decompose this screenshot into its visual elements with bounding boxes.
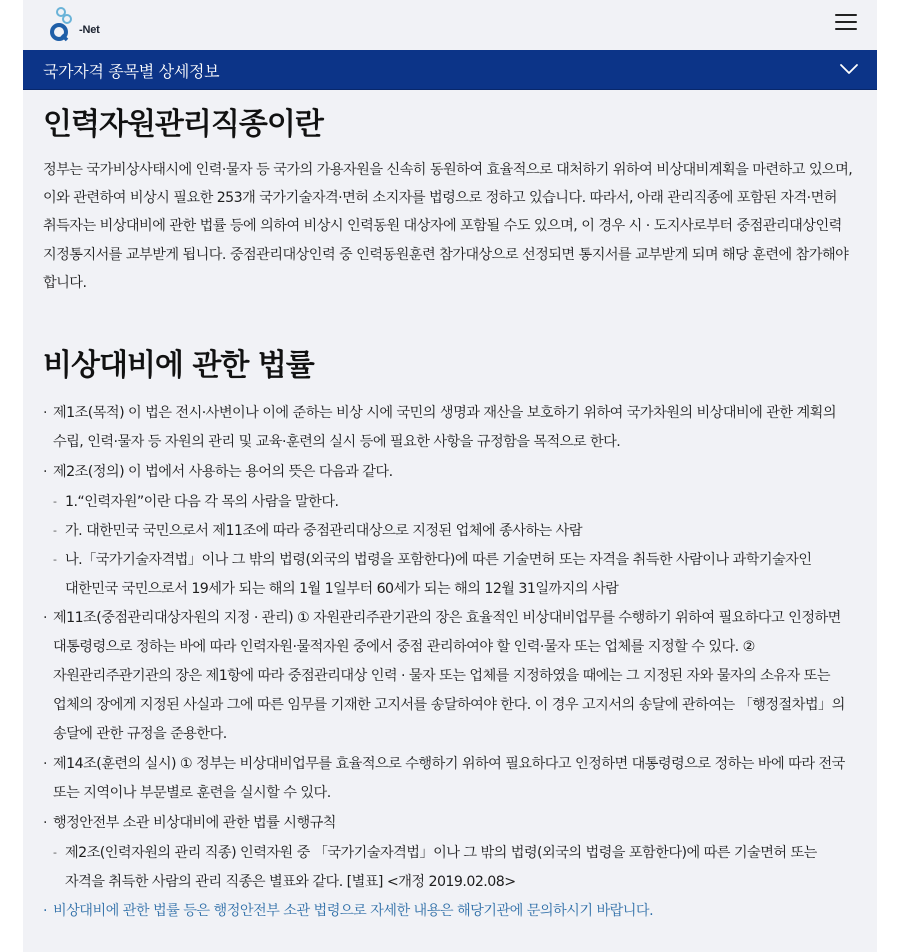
law-item-article1: · 제1조(목적) 이 법은 전시·사변이나 이에 준하는 비상 시에 국민의 생명과 재산을 보호하기 위하여 국가차원의 비상대비에 관한 계획의 수립, 인력·물자 등 자원의 관리 및 교육·훈련의 실시 등에 필요한 사항을 규정함을 목적으로 한다. bbox=[43, 399, 857, 457]
page-container bbox=[23, 0, 877, 952]
law-item-enforcement-rule: · 행정안전부 소관 비상대비에 관한 법률 시행규칙 bbox=[43, 809, 857, 838]
law-item-article14: · 제14조(훈련의 실시) ① 정부는 비상대비업무를 효율적으로 수행하기 위하여 필요하다고 인정하면 대통령령으로 정하는 바에 따라 전국 또는 지역이나 부문별로 훈련을 실시할 수 있다. bbox=[43, 750, 857, 808]
hamburger-menu-icon[interactable] bbox=[835, 14, 857, 32]
section-title-manpower: 인력자원관리직종이란 bbox=[43, 107, 323, 142]
law-list bbox=[43, 399, 857, 926]
law-subitem-na: - 나.「국가기술자격법」이나 그 밖의 법령(외국의 법령을 포함한다)에 따른 기술면허 또는 자격을 취득한 사람이나 과학기술자인 대한민국 국민으로서 19세가 되는 해의 1월 1일부터 60세가 되는 해의 12월 31일까지의 사람 bbox=[43, 546, 857, 604]
navbar-title: 국가자격 종목별 상세정보 bbox=[43, 62, 220, 81]
intro-paragraph: 정부는 국가비상사태시에 인력·물자 등 국가의 가용자원을 신속히 동원하여 효율적으로 대처하기 위하여 비상대비계획을 마련하고 있으며, 이와 관련하여 비상시 필요한 253개 국가기술자격·면허 소지자를 법령으로 정하고 있습니다. 따라서, 아래 관리직종에 포함된 자격·면허 취득자는 비상대비에 관한 법률 등에 의하여 비상시 인력동원 대상자에 포함될 수도 있으며, 이 경우 시 · 도지사로부터 중점관리대상인력 지정통지서를 교부받게 됩니다. 중점관리대상인력 중 인력동원훈련 참가대상으로 선정되면 통지서를 교부받게 되며 해당 훈련에 참가해야 합니다. bbox=[43, 162, 853, 291]
law-subitem-ga: - 가. 대한민국 국민으로서 제11조에 따라 중점관리대상으로 지정된 업체에 종사하는 사람 bbox=[43, 517, 857, 546]
law-item-article2: · 제2조(정의) 이 법에서 사용하는 용어의 뜻은 다음과 같다. bbox=[43, 458, 857, 487]
top-header bbox=[23, 0, 877, 50]
law-subitem-definition1: - 1.“인력자원”이란 다음 각 목의 사람을 말한다. bbox=[43, 488, 857, 517]
main-content bbox=[23, 90, 877, 926]
chevron-down-icon[interactable] bbox=[839, 62, 859, 76]
law-subitem-rule-article2: - 제2조(인력자원의 관리 직종) 인력자원 중 「국가기술자격법」이나 그 밖의 법령(외국의 법령을 포함한다)에 따른 기술면허 또는 자격을 취득한 사람의 관리 직종은 별표와 같다. [별표] <개정 2019.02.08> bbox=[43, 839, 857, 897]
section-title-law: 비상대비에 관한 법률 bbox=[43, 348, 314, 384]
qnet-logo[interactable] bbox=[41, 4, 101, 44]
logo-text: -Net bbox=[79, 24, 100, 36]
category-navbar[interactable] bbox=[23, 50, 877, 90]
law-item-article11: · 제11조(중점관리대상자원의 지정 · 관리) ① 자원관리주관기관의 장은 효율적인 비상대비업무를 수행하기 위하여 필요하다고 인정하면 대통령령으로 정하는 바에 따라 인력자원·물적자원 중에서 중점 관리하여야 할 인력·물자 또는 업체를 지정할 수 있다. ② 자원관리주관기관의 장은 제1항에 따라 중점관리대상 인력 · 물자 또는 업체를 지정하였을 때에는 그 지정된 자와 물자의 소유자 또는 업체의 장에게 지정된 사실과 그에 따른 임무를 기재한 고지서를 송달하여야 한다. 이 경우 고지서의 송달에 관하여는 「행정절차법」의 송달에 관한 규정을 준용한다. bbox=[43, 604, 857, 749]
law-inquiry-note: · 비상대비에 관한 법률 등은 행정안전부 소관 법령으로 자세한 내용은 해당기관에 문의하시기 바랍니다. bbox=[43, 897, 857, 926]
